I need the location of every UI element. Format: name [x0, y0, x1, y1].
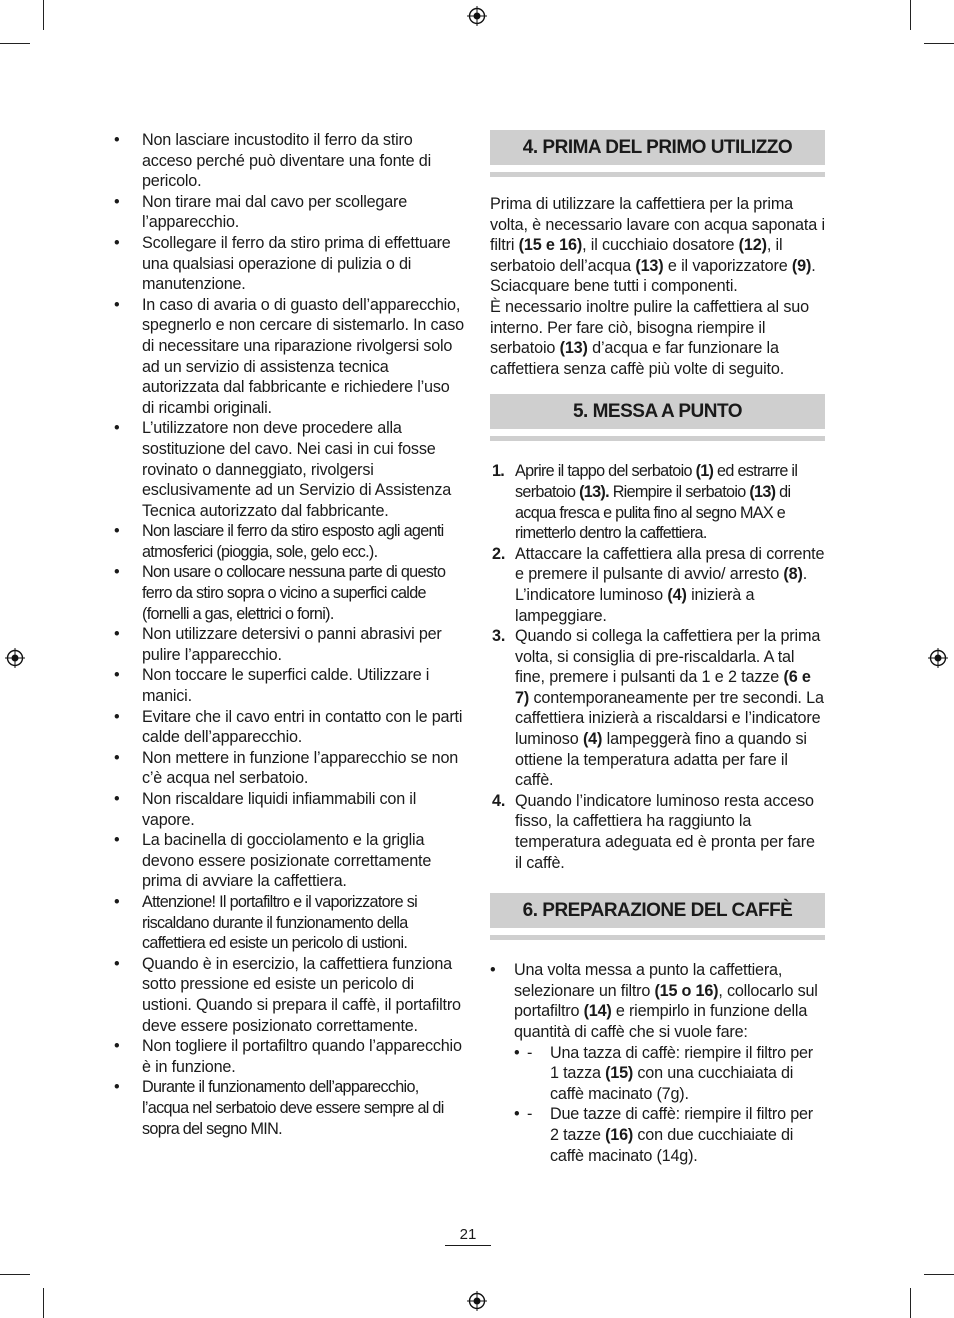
reference-number: (9) — [791, 256, 812, 275]
text-span: . L’indicatore luminoso — [515, 565, 808, 604]
crop-mark — [0, 43, 30, 44]
text-span: con una cucchiaiata di caffè macinato (7g). — [550, 1064, 794, 1103]
section4-paragraph-1 — [490, 194, 825, 297]
reference-number: (15) — [605, 1064, 634, 1083]
list-item: • Attenzione! Il portafiltro e il vaporizzatore si riscaldano durante il funzionamento della caffettiera ed esiste un pericolo di ustioni. — [114, 892, 464, 954]
section4-paragraph-2 — [490, 297, 825, 379]
list-item: • Non toccare le superfici calde. Utilizzare i manici. — [114, 665, 464, 706]
list-item: • Non lasciare incustodito il ferro da stiro acceso perché può diventare una fonte di pericolo. — [114, 130, 464, 192]
reference-number: (4) — [582, 730, 603, 749]
text-span: Prima di utilizzare la caffettiera per la prima volta, è necessario lavare con acqua saponata i filtri — [490, 195, 825, 255]
text-span: d’acqua e far funzionare la caffettiera senza caffè più volte di seguito. — [490, 339, 785, 378]
text-span: e il vaporizzatore — [663, 256, 792, 275]
text-span: Quando l’indicatore luminoso resta acceso fisso, la caffettiera ha raggiunto la temperatura adeguata ed è pronta per fare il caffè. — [515, 791, 815, 872]
list-item: • La bacinella di gocciolamento e la griglia devono essere posizionate correttamente prima di avviare la caffettiera. — [114, 830, 464, 892]
section-heading: 5. MESSA A PUNTO — [490, 394, 825, 429]
crop-mark — [924, 43, 954, 44]
page-number: 21 — [445, 1226, 491, 1246]
list-item — [490, 960, 825, 1166]
reference-number: (8) — [783, 565, 803, 584]
heading-divider — [490, 935, 825, 940]
text-span: , collocarlo sul portafiltro — [514, 981, 818, 1021]
list-item: • Non usare o collocare nessuna parte di questo ferro da stiro sopra o vicino a superfici calde (fornelli a gas, elettrici o forni). — [114, 562, 464, 624]
list-item: • Non mettere in funzione l’apparecchio se non c’è acqua nel serbatoio. — [114, 748, 464, 789]
registration-mark-icon — [5, 648, 25, 668]
step-number: 2. — [492, 544, 506, 563]
list-item: • Evitare che il cavo entri in contatto con le parti calde dell’apparecchio. — [114, 707, 464, 748]
list-item: • Durante il funzionamento dell’apparecchio, l’acqua nel serbatoio deve essere sempre al di sopra del segno MIN. — [114, 1077, 464, 1139]
reference-number: (13). — [579, 482, 609, 501]
crop-mark — [910, 0, 911, 30]
reference-number: (12) — [738, 236, 767, 255]
text-span: Riempire il serbatoio — [608, 482, 750, 501]
section-heading: 4. PRIMA DEL PRIMO UTILIZZO — [490, 130, 825, 165]
text-span: inizierà a lampeggiare. — [515, 585, 755, 625]
list-item — [490, 791, 825, 873]
reference-number: (6 e 7) — [515, 668, 811, 707]
list-item: • Quando è in esercizio, la caffettiera funziona sotto pressione ed esiste un pericolo di ustioni. Quando si prepara il caffè, il portafiltro deve essere posizionato correttamente. — [114, 954, 464, 1036]
text-span: con due cucchiaiate di caffè macinato (14g). — [550, 1125, 794, 1165]
text-span: Aprire il tappo del serbatoio — [515, 462, 696, 481]
crop-mark — [43, 0, 44, 30]
text-span: Una tazza di caffè: riempire il filtro per 1 tazza — [550, 1043, 814, 1083]
registration-mark-icon — [467, 6, 487, 26]
list-item: • Non utilizzare detersivi o panni abrasivi per pulire l’apparecchio. — [114, 624, 464, 665]
reference-number: (16) — [605, 1125, 634, 1144]
reference-number: (13) — [749, 482, 776, 501]
list-item — [514, 1104, 825, 1166]
crop-mark — [0, 1274, 30, 1275]
list-item: • L’utilizzatore non deve procedere alla sostituzione del cavo. Nei casi in cui fosse rovinato o danneggiato, rivolgersi esclusivamente ad un Servizio di Assistenza Tecnica autorizzato dal fabbricante. — [114, 418, 464, 521]
text-span: Due tazze di caffè: riempire il filtro per 2 tazze — [550, 1105, 814, 1144]
dash-list — [514, 1043, 825, 1167]
step-number: 1. — [492, 462, 505, 481]
text-span: contemporaneamente per tre secondi. La caffettiera inizierà a riscaldarsi e l’indicatore luminoso — [515, 688, 824, 749]
crop-mark — [910, 1288, 911, 1318]
reference-number: (4) — [667, 585, 687, 604]
reference-number: (13) — [635, 256, 664, 275]
left-column — [114, 130, 464, 1139]
reference-number: (13) — [559, 339, 588, 358]
registration-mark-icon — [928, 648, 948, 668]
setup-steps-list — [490, 461, 825, 873]
list-item: • In caso di avaria o di guasto dell’apparecchio, spegnerlo e non cercare di sistemarlo. In caso di necessitare una riparazione rivolgersi solo ad un servizio di assistenza tecnica autorizzata dal fabbricante e richiedere l’uso di ricambi originali. — [114, 295, 464, 419]
dash-marker: • - — [527, 1105, 533, 1124]
list-item: • Non tirare mai dal cavo per scollegare l’apparecchio. — [114, 192, 464, 233]
list-item: • Non togliere il portafiltro quando l’apparecchio è in funzione. — [114, 1036, 464, 1077]
heading-divider — [490, 172, 825, 177]
text-span: Quando si collega la caffettiera per la prima volta, si consiglia di pre-riscaldarla. A tal fine, premere i pulsanti da 1 e 2 tazze — [515, 627, 821, 687]
reference-number: (15 e 16) — [518, 236, 583, 255]
safety-bullet-list — [114, 130, 464, 1139]
heading-divider — [490, 436, 825, 441]
list-item: • Non riscaldare liquidi infiammabili con il vapore. — [114, 789, 464, 830]
registration-mark-icon — [467, 1291, 487, 1311]
text-span: , il cucchiaio dosatore — [582, 236, 739, 255]
section-heading: 6. PREPARAZIONE DEL CAFFÈ — [490, 893, 825, 928]
crop-mark — [924, 1274, 954, 1275]
crop-mark — [43, 1288, 44, 1318]
preparation-bullet-list — [490, 960, 825, 1166]
dash-marker: • - — [527, 1043, 533, 1062]
reference-number: (1) — [695, 462, 714, 481]
text-span: Attaccare la caffettiera alla presa di corrente e premere il pulsante di avvio/ arresto — [515, 544, 825, 584]
reference-number: (15 o 16) — [654, 981, 719, 1000]
right-column — [490, 130, 825, 1166]
text-span: lampeggerà fino a quando si ottiene la temperatura adatta per fare il caffè. — [515, 730, 807, 790]
list-item: • Non lasciare il ferro da stiro esposto agli agenti atmosferici (pioggia, sole, gelo ecc.). — [114, 521, 464, 562]
list-item — [490, 626, 825, 791]
list-item — [490, 461, 825, 543]
text-span: , il serbatoio dell’acqua — [490, 236, 783, 275]
step-number: 3. — [492, 627, 506, 646]
reference-number: (14) — [583, 1002, 612, 1021]
list-item — [514, 1043, 825, 1105]
text-span: di acqua fresca e pulita fino al segno MAX e rimetterlo dentro la caffettiera. — [515, 482, 791, 543]
list-item — [490, 544, 825, 626]
text-span: È necessario inoltre pulire la caffettiera al suo interno. Per fare ciò, bisogna riempire il serbatoio — [490, 297, 809, 358]
step-number: 4. — [492, 791, 506, 810]
text-span: Una volta messa a punto la caffettiera, selezionare un filtro — [514, 961, 783, 1000]
text-span: e riempirlo in funzione della quantità di caffè che si vuole fare: — [514, 1002, 808, 1041]
text-span: ed estrarre il serbatoio — [515, 462, 798, 501]
text-span: . Sciacquare bene tutti i componenti. — [490, 256, 816, 296]
list-item: • Scollegare il ferro da stiro prima di effettuare una qualsiasi operazione di pulizia o di manutenzione. — [114, 233, 464, 295]
